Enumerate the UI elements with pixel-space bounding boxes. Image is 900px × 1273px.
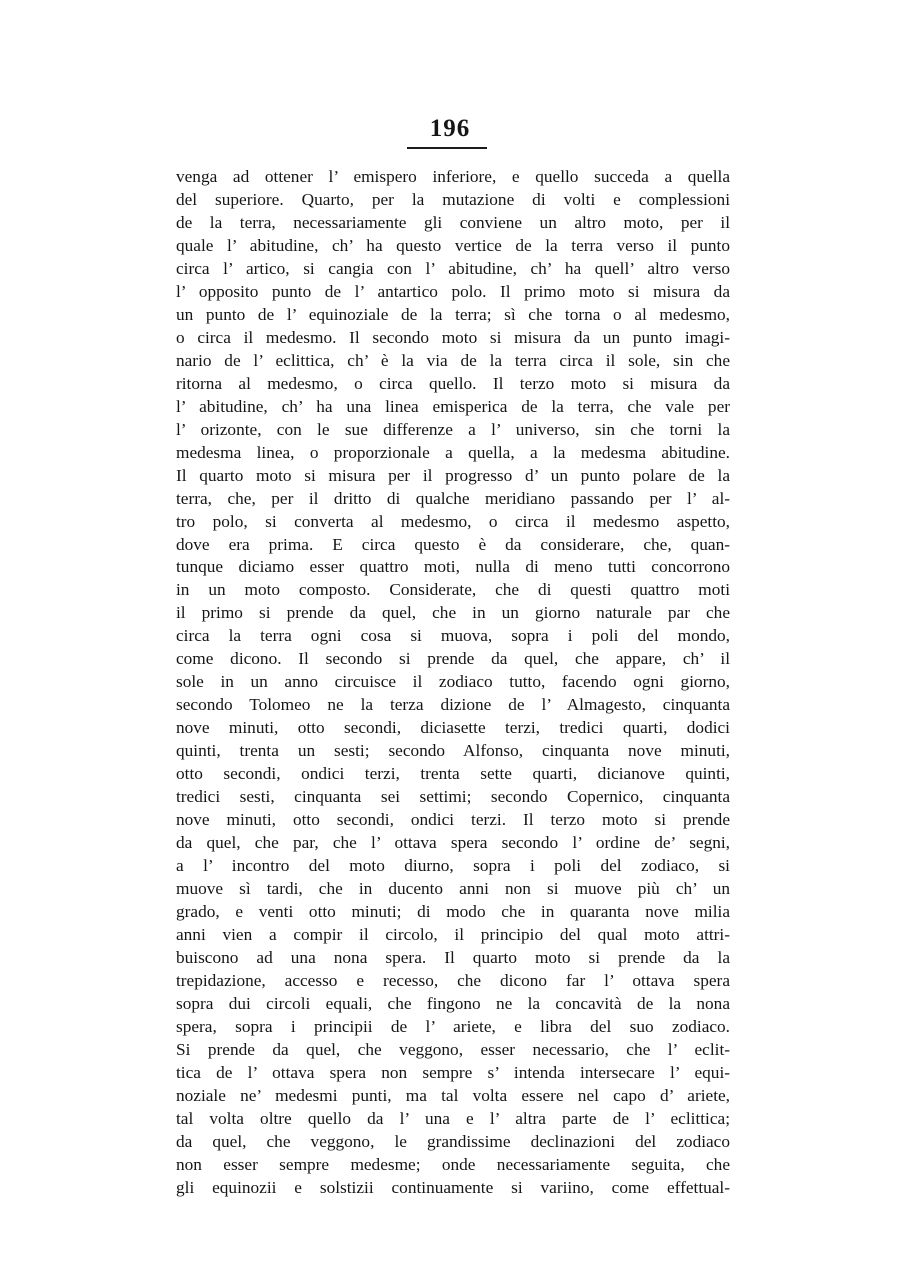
text-line: spera, sopra i principii de l’ ariete, e libra del suo zodiaco.	[176, 1016, 730, 1036]
text-line: otto secondi, ondici terzi, trenta sette quarti, dicianove quinti,	[176, 764, 730, 784]
text-line: terra, che, per il dritto di qualche meridiano passando per l’ al-	[176, 488, 730, 508]
text-line: quinti, trenta un sesti; secondo Alfonso, cinquanta nove minuti,	[176, 741, 730, 761]
body-text	[176, 166, 730, 1200]
text-line: anni vien a compir il circolo, il principio del qual moto attri-	[176, 924, 730, 944]
text-line: l’ opposito punto de l’ antartico polo. Il primo moto si misura da	[176, 281, 730, 301]
text-line: nario de l’ eclittica, ch’ è la via de la terra circa il sole, sin che	[176, 350, 730, 370]
text-line: o circa il medesmo. Il secondo moto si misura da un punto imagi-	[176, 327, 730, 347]
text-line: tunque diciamo esser quattro moti, nulla di meno tutti concorrono	[176, 557, 730, 577]
text-line: il primo si prende da quel, che in un giorno naturale par che	[176, 603, 730, 623]
text-line: quale l’ abitudine, ch’ ha questo vertice de la terra verso il punto	[176, 235, 730, 255]
text-line: dove era prima. E circa questo è da considerare, che, quan-	[176, 534, 730, 554]
text-line: muove sì tardi, che in ducento anni non si muove più ch’ un	[176, 879, 730, 899]
text-line: circa l’ artico, si cangia con l’ abitudine, ch’ ha quell’ altro verso	[176, 258, 730, 278]
text-line: trepidazione, accesso e recesso, che dicono far l’ ottava spera	[176, 970, 730, 990]
text-line: noziale ne’ medesmi punti, ma tal volta essere nel capo d’ ariete,	[176, 1085, 730, 1105]
text-line: Si prende da quel, che veggono, esser necessario, che l’ eclit-	[176, 1039, 730, 1059]
text-line: non esser sempre medesme; onde necessariamente seguita, che	[176, 1154, 730, 1174]
text-line: secondo Tolomeo ne la terza dizione de l’ Almagesto, cinquanta	[176, 695, 730, 715]
text-line: l’ orizonte, con le sue differenze a l’ universo, sin che torni la	[176, 419, 730, 439]
text-line: da quel, che par, che l’ ottava spera secondo l’ ordine de’ segni,	[176, 833, 730, 853]
text-line: sole in un anno circuisce il zodiaco tutto, facendo ogni giorno,	[176, 672, 730, 692]
text-line: l’ abitudine, ch’ ha una linea emisperica de la terra, che vale per	[176, 396, 730, 416]
text-line: tro polo, si converta al medesmo, o circa il medesmo aspetto,	[176, 511, 730, 531]
text-line: de la terra, necessariamente gli conviene un altro moto, per il	[176, 212, 730, 232]
text-line: come dicono. Il secondo si prende da quel, che appare, ch’ il	[176, 649, 730, 669]
text-line: a l’ incontro del moto diurno, sopra i poli del zodiaco, si	[176, 856, 730, 876]
text-line: ritorna al medesmo, o circa quello. Il terzo moto si misura da	[176, 373, 730, 393]
text-line: Il quarto moto si misura per il progresso d’ un punto polare de la	[176, 465, 730, 485]
text-line: tredici sesti, cinquanta sei settimi; secondo Copernico, cinquanta	[176, 787, 730, 807]
text-line: da quel, che veggono, le grandissime declinazioni del zodiaco	[176, 1131, 730, 1151]
text-line: tal volta oltre quello da l’ una e l’ altra parte de l’ eclittica;	[176, 1108, 730, 1128]
text-line: nove minuti, otto secondi, diciasette terzi, tredici quarti, dodici	[176, 718, 730, 738]
text-line: gli equinozii e solstizii continuamente si variino, come effettual-	[176, 1177, 730, 1197]
text-line: in un moto composto. Considerate, che di questi quattro moti	[176, 580, 730, 600]
text-line: sopra dui circoli equali, che fingono ne la concavità de la nona	[176, 993, 730, 1013]
text-line: un punto de l’ equinoziale de la terra; sì che torna o al medesmo,	[176, 304, 730, 324]
text-line: nove minuti, otto secondi, ondici terzi. Il terzo moto si prende	[176, 810, 730, 830]
text-line: tica de l’ ottava spera non sempre s’ intenda intersecare l’ equi-	[176, 1062, 730, 1082]
text-line: buiscono ad una nona spera. Il quarto moto si prende da la	[176, 947, 730, 967]
text-line: del superiore. Quarto, per la mutazione di volti e complessioni	[176, 189, 730, 209]
page-number-rule	[407, 147, 487, 149]
text-line: circa la terra ogni cosa si muova, sopra i poli del mondo,	[176, 626, 730, 646]
text-line: grado, e venti otto minuti; di modo che in quaranta nove milia	[176, 902, 730, 921]
text-line: medesma linea, o proporzionale a quella, a la medesma abitudine.	[176, 442, 730, 462]
page-number: 196	[429, 115, 471, 142]
text-line: venga ad ottener l’ emispero inferiore, e quello succeda a quella	[176, 167, 730, 186]
